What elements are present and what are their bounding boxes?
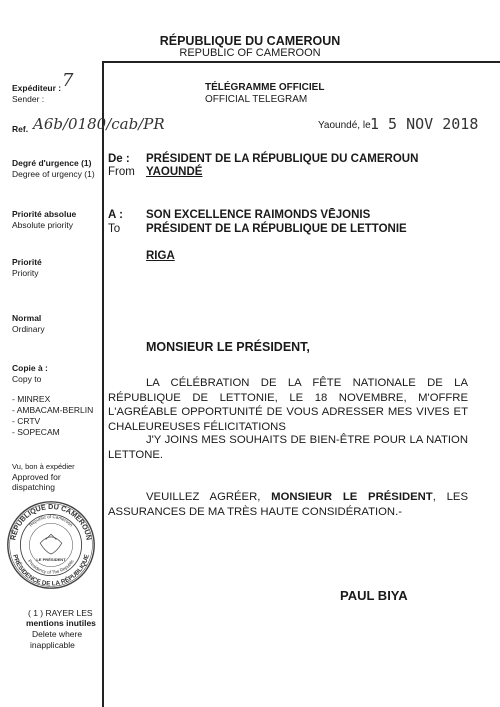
to-line-1: SON EXCELLENCE RAIMONDS VĒJONIS bbox=[146, 209, 371, 221]
top-rule bbox=[102, 61, 500, 63]
paragraph-3-end: , LES ASSURANCES DE MA TRÈS HAUTE CONSIDÉRATION.- bbox=[108, 491, 468, 518]
left-rule bbox=[102, 61, 104, 707]
to-label-fr: A : bbox=[108, 209, 123, 221]
paragraph-2: J'Y JOINS MES SOUHAITS DE BIEN-ÊTRE POUR LA NATION LETTONE. bbox=[108, 434, 468, 461]
presidential-seal bbox=[6, 500, 96, 590]
from-label-fr: De : bbox=[108, 153, 130, 165]
copy-label-en: Copy to bbox=[12, 374, 42, 384]
delete-note-4: inapplicable bbox=[30, 640, 75, 650]
urgency-label-en: Degree of urgency (1) bbox=[12, 169, 95, 179]
sender-label-fr: Expéditeur : bbox=[12, 83, 62, 93]
copy-item: - SOPECAM bbox=[12, 427, 60, 437]
svg-text:PRÉSIDENCE DE LA RÉPUBLIQUE: PRÉSIDENCE DE LA RÉPUBLIQUE bbox=[11, 553, 91, 588]
priority-fr: Priorité bbox=[12, 257, 42, 267]
paragraph-3 bbox=[108, 490, 468, 519]
country-name-en: REPUBLIC OF CAMEROON bbox=[179, 47, 321, 59]
paragraph-1: LA CÉLÉBRATION DE LA FÊTE NATIONALE DE LA RÉPUBLIQUE DE LETTONIE, LE 18 NOVEMBRE, M'OFFRE L'AGRÉABLE OPPORTUNITÉ DE VOUS ADRESSER MES VIVES ET CHALEUREUSES FÉLICITATIONS bbox=[108, 377, 468, 433]
telegram-title-fr: TÉLÉGRAMME OFFICIEL bbox=[205, 82, 325, 93]
ref-value: A6b/0180/cab/PR bbox=[33, 115, 165, 133]
to-line-3: RIGA bbox=[146, 250, 175, 262]
delete-note-1: ( 1 ) RAYER LES bbox=[28, 608, 93, 618]
svg-text:RÉPUBLIQUE DU CAMEROUN: RÉPUBLIQUE DU CAMEROUN bbox=[8, 501, 94, 541]
telegram-title-en: OFFICIAL TELEGRAM bbox=[205, 94, 308, 105]
paragraph-3-start: VEUILLEZ AGRÉER, bbox=[146, 491, 272, 503]
date-stamp: 1 5 NOV 2018 bbox=[370, 115, 479, 133]
normal-fr: Normal bbox=[12, 313, 42, 323]
country-name-fr: RÉPUBLIQUE DU CAMEROUN bbox=[159, 34, 341, 48]
copy-label-fr: Copie à : bbox=[12, 363, 48, 373]
priority-en: Priority bbox=[12, 268, 39, 278]
from-line-2: YAOUNDÉ bbox=[146, 166, 203, 178]
svg-text:LE PRÉSIDENT: LE PRÉSIDENT bbox=[36, 557, 66, 563]
paragraph-3-emphasis: MONSIEUR LE PRÉSIDENT bbox=[271, 491, 433, 503]
urgency-label-fr: Degré d'urgence (1) bbox=[12, 158, 92, 168]
from-line-1: PRÉSIDENT DE LA RÉPUBLIQUE DU CAMEROUN bbox=[146, 153, 419, 165]
svg-text:Presidency of The Republic: Presidency of The Republic bbox=[27, 558, 75, 575]
svg-text:Republic of Cameroon: Republic of Cameroon bbox=[28, 513, 74, 528]
from-label-en: From bbox=[108, 166, 135, 178]
approved-label-en-2: dispatching bbox=[12, 482, 56, 492]
copy-item: - AMBACAM-BERLIN bbox=[12, 405, 94, 415]
ref-label: Ref. bbox=[12, 124, 29, 134]
sender-value: 7 bbox=[62, 70, 74, 91]
place-date-label: Yaoundé, le bbox=[318, 120, 371, 131]
delete-note-3: Delete where bbox=[32, 629, 83, 639]
absolute-priority-fr: Priorité absolue bbox=[12, 209, 77, 219]
normal-en: Ordinary bbox=[12, 324, 45, 334]
to-line-2: PRÉSIDENT DE LA RÉPUBLIQUE DE LETTONIE bbox=[146, 223, 407, 235]
approved-label-fr: Vu, bon à expédier bbox=[12, 462, 75, 471]
signature-name: PAUL BIYA bbox=[340, 588, 408, 603]
approved-label-en-1: Approved for bbox=[12, 472, 61, 482]
sender-label-en: Sender : bbox=[12, 94, 45, 104]
salutation: MONSIEUR LE PRÉSIDENT, bbox=[146, 340, 310, 354]
copy-item: - CRTV bbox=[12, 416, 41, 426]
delete-note-2: mentions inutiles bbox=[26, 618, 96, 628]
copy-item: - MINREX bbox=[12, 394, 51, 404]
to-label-en: To bbox=[108, 223, 121, 235]
absolute-priority-en: Absolute priority bbox=[12, 220, 73, 230]
